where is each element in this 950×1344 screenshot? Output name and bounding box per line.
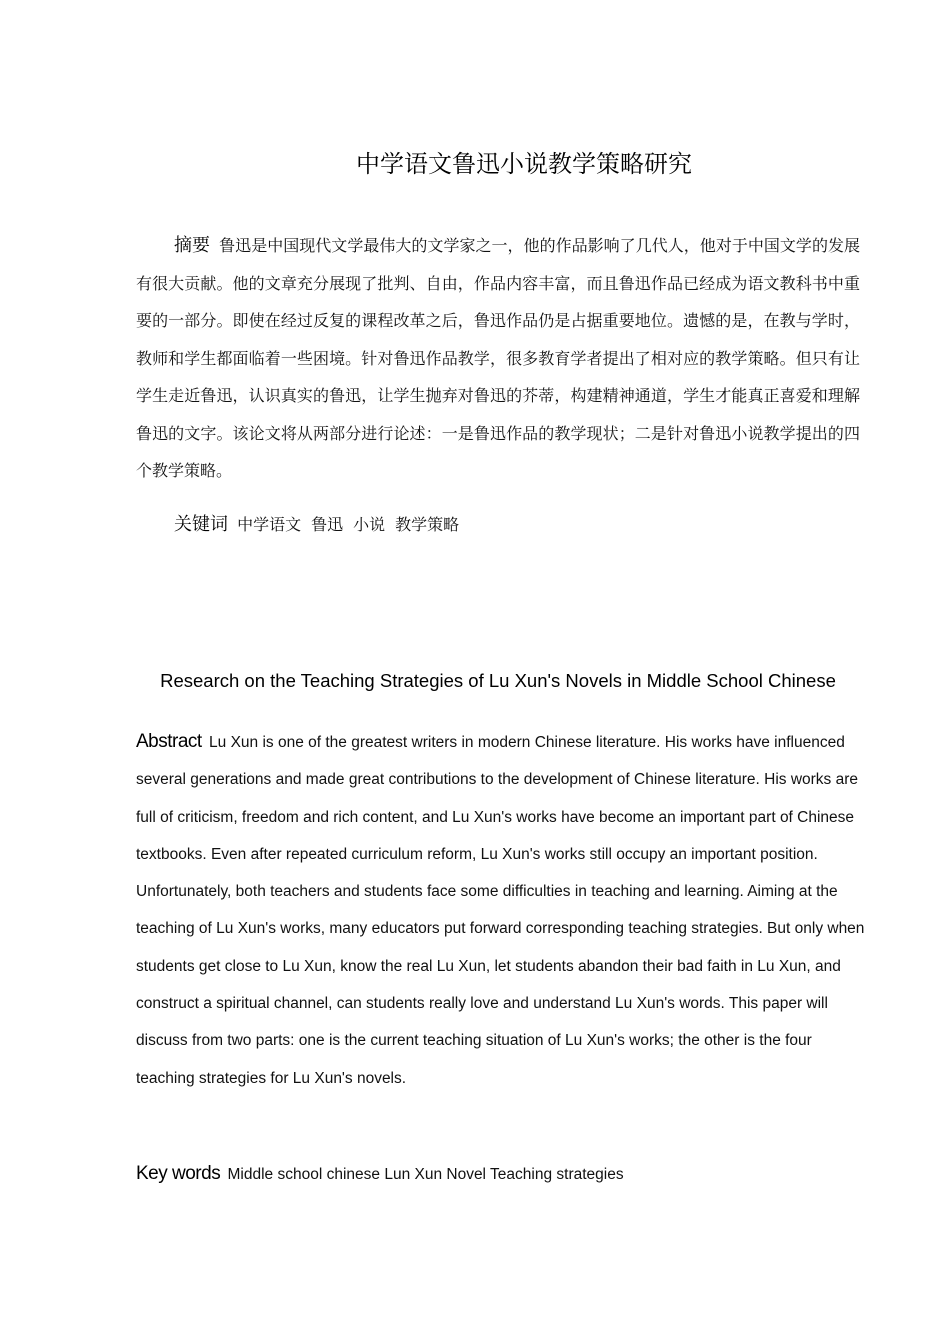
chinese-abstract-label: 摘要	[174, 235, 211, 256]
chinese-keyword: 中学语文	[237, 515, 302, 534]
english-abstract-label: Abstract	[136, 731, 202, 752]
chinese-keywords-label: 关键词	[174, 514, 228, 535]
chinese-keyword: 鲁迅	[311, 515, 344, 534]
english-abstract	[136, 723, 866, 1097]
chinese-abstract-text: 鲁迅是中国现代文学最伟大的文学家之一，他的作品影响了几代人，他对于中国文学的发展有很大贡献。他的文章充分展现了批判、自由，作品内容丰富，而且鲁迅作品已经成为语文教科书中重要的一部分。即使在经过反复的课程改革之后，鲁迅作品仍是占据重要地位。遗憾的是，在教与学时，教师和学生都面临着一些困境。针对鲁迅作品教学，很多教育学者提出了相对应的教学策略。但只有让学生走近鲁迅，认识真实的鲁迅，让学生抛弃对鲁迅的芥蒂，构建精神通道，学生才能真正喜爱和理解鲁迅的文字。该论文将从两部分进行论述：一是鲁迅作品的教学现状；二是针对鲁迅小说教学提出的四个教学策略。	[136, 236, 860, 480]
english-abstract-text: Lu Xun is one of the greatest writers in modern Chinese literature. His works have influenced several generations and made great contributions to the development of Chinese literature. His works are full of criticism, freedom and rich content, and Lu Xun's works have become an important part of Chinese textbooks. Even after repeated curriculum reform, Lu Xun's works still occupy an important position. Unfortunately, both teachers and students face some difficulties in teaching and learning. Aiming at the teaching of Lu Xun's works, many educators put forward corresponding teaching strategies. But only when students get close to Lu Xun, know the real Lu Xun, let students abandon their bad faith in Lu Xun, and construct a spiritual channel, can students really love and understand Lu Xun's words. This paper will discuss from two parts: one is the current teaching situation of Lu Xun's works; the other is the four teaching strategies for Lu Xun's novels.	[136, 734, 865, 1087]
english-keywords	[136, 1158, 624, 1191]
english-keywords-label: Key words	[136, 1163, 221, 1184]
chinese-title: 中学语文鲁迅小说教学策略研究	[356, 150, 692, 178]
english-keywords-text: Middle school chinese Lun Xun Novel Teaching strategies	[227, 1166, 624, 1183]
english-title: Research on the Teaching Strategies of Lu Xun's Novels in Middle School Chinese	[160, 670, 836, 691]
chinese-keywords	[174, 508, 469, 542]
chinese-abstract	[136, 227, 860, 490]
chinese-keyword: 小说	[353, 515, 386, 534]
chinese-keyword: 教学策略	[395, 515, 460, 534]
